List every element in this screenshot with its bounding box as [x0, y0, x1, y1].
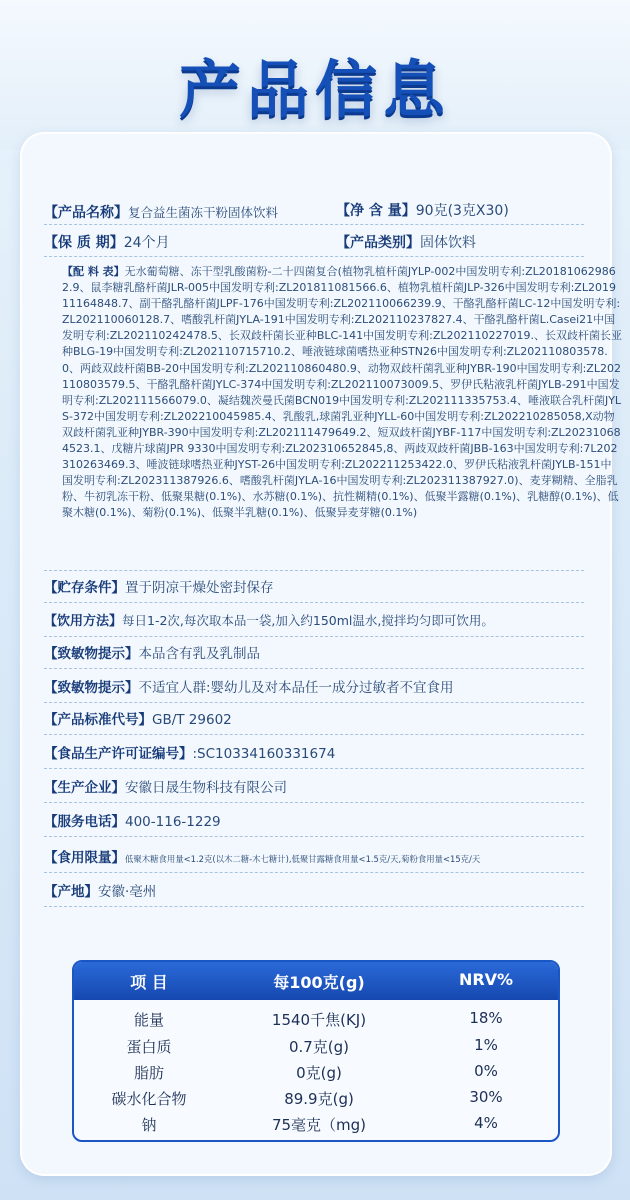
category-value: 固体饮料 [420, 235, 476, 251]
detail-value: 安徽日晟生物科技有限公司 [125, 780, 287, 796]
table-cell: 1% [474, 1036, 498, 1054]
table-cell: 18% [469, 1009, 503, 1027]
table-cell: 1540千焦(KJ) [271, 1011, 367, 1029]
table-cell: 4% [474, 1114, 498, 1132]
divider [44, 224, 584, 225]
table-cell: 钠 [141, 1116, 157, 1134]
detail-label: 【致敏物提示】 [44, 646, 139, 662]
detail-label: 【产品标准代号】 [44, 712, 152, 728]
category-label: 【产品类别】 [336, 235, 420, 251]
detail-value: 置于阴凉干燥处密封保存 [125, 580, 274, 596]
manufacturer-row [44, 776, 287, 796]
table-cell: 30% [469, 1088, 503, 1106]
allergen-row [44, 642, 260, 662]
ingredients-label: 【配 料 表】 [62, 265, 125, 278]
table-cell: 碳水化合物 [111, 1090, 187, 1108]
divider [44, 256, 584, 257]
detail-value: 每日1-2次,每次取本品一袋,加入约150ml温水,搅拌均匀即可饮用。 [122, 613, 494, 628]
nutrition-table [72, 960, 560, 1142]
product-name-label: 【产品名称】 [44, 205, 128, 221]
product-name-row [44, 202, 278, 222]
service-phone-row [44, 810, 221, 830]
net-content-value: 90克(3克X30) [415, 203, 509, 219]
net-content-row [336, 200, 509, 220]
detail-value: :SC10334160331674 [192, 746, 336, 762]
divider [44, 872, 584, 873]
product-name-value: 复合益生菌冻干粉固体饮料 [128, 205, 279, 220]
table-cell: 75毫克（mg) [271, 1116, 367, 1134]
table-cell: 蛋白质 [126, 1038, 172, 1056]
header-item: 项 目 [130, 973, 168, 992]
header-nrv: NRV% [458, 970, 514, 989]
divider [44, 602, 584, 603]
intake-limit-row [44, 846, 480, 866]
page-title: 产品信息 [178, 53, 451, 126]
table-cell: 0克(g) [296, 1064, 342, 1082]
storage-row [44, 576, 274, 596]
ingredients-text: 无水葡萄糖、冻干型乳酸菌粉-二十四菌复合(植物乳植杆菌JYLP-002中国发明专利:ZL201810629862.9、鼠李糖乳酪杆菌JLR-005中国发明专利:ZL201811081566.6、植物乳植杆菌JLP-326中国发明专利:ZL201911164848.7、副干酪乳酪杆菌JLPF-176中国发明专利:ZL202110066239.9、干酪乳酪杆菌LC-12中国发明专利:ZL202110060128.7、嗜酸乳杆菌JYLA-191中国发明专利:ZL202110237827.4、干酪乳酪杆菌L.Casei21中国发明专利:ZL202110242478.5、长双歧杆菌长亚种BLC-141中国发明专利:ZL202110227019.、长双歧杆菌长亚种BLG-19中国发明专利:ZL202110715710.2、唾液链球菌嗜热亚种STN26中国发明专利:ZL202110803578.0、两歧双歧杆菌BB-20中国发明专利:ZL202110860480.9、动物双歧杆菌乳亚种JYBR-190中国发明专利:ZL202110803579.5、干酪乳酪杆菌JYLC-374中国发明专利:ZL202110073009.5、罗伊氏粘液乳杆菌JYLB-291中国发明专利:ZL202111566079.0、凝结魏茨曼氏菌BCN019中国发明专利:ZL202111335753.4、唾液联合乳杆菌JYLS-372中国发明专利:ZL202210045985.4、乳酸乳,球菌乳亚种JYLL-60中国发明专利:ZL202210285058,X动物双歧杆菌乳亚种JYBR-390中国发明专利:ZL202111479649.2、短双歧杆菌JYBF-117中国发明专利:ZL202310684523.1、戊糖片球菌JPR 9330中国发明专利:ZL202310652845,8、两歧双歧杆菌JBB-163中国发明专利:7L202310263469.3、唾波链球嗜热亚种JYST-26中国发明专利:ZL202211253422.0、罗伊氏粘液乳杆菌JYLB-151中国发明专利:ZL202311387926.6、嗜酸乳杆菌JYLA-16中国发明专利:ZL202311387927.0)、麦芽糊精、全脂乳粉、牛初乳冻干粉、低聚果糖(0.1%)、水苏糖(0.1%)、抗性糊精(0.1%)、低聚半露糖(0.1%)、乳糖醇(0.1%)、低聚木糖(0.1%)、菊粉(0.1%)、低聚半乳糖(0.1%)、低聚异麦芽糖(0.1%) [62, 265, 622, 520]
detail-label: 【饮用方法】 [44, 614, 123, 629]
table-cell: 0.7克(g) [288, 1038, 350, 1056]
detail-value: 不适宜人群:婴幼儿及对本品任一成分过敏者不宜食用 [138, 680, 454, 696]
divider [44, 802, 584, 803]
detail-value: 400-116-1229 [125, 814, 221, 830]
shelf-life-row [44, 232, 170, 252]
net-content-label: 【净 含 量】 [336, 203, 416, 219]
divider [44, 906, 584, 907]
header-per-100g: 每100克(g) [273, 973, 365, 992]
detail-label: 【产地】 [44, 884, 98, 900]
divider [44, 570, 584, 571]
detail-label: 【贮存条件】 [44, 580, 125, 596]
detail-label: 【服务电话】 [44, 814, 125, 830]
divider [44, 668, 584, 669]
table-cell: 89.9克(g) [284, 1090, 354, 1108]
table-cell: 能量 [133, 1011, 164, 1029]
detail-value: 本品含有乳及乳制品 [138, 646, 260, 662]
standard-row [44, 708, 232, 728]
table-cell: 脂肪 [133, 1064, 164, 1082]
shelf-life-value: 24个月 [123, 235, 170, 251]
detail-label: 【致敏物提示】 [44, 680, 139, 696]
detail-label: 【食品生产许可证编号】 [44, 746, 193, 762]
shelf-life-label: 【保 质 期】 [44, 235, 124, 251]
detail-value: GB/T 29602 [152, 712, 232, 728]
divider [44, 836, 584, 837]
table-cell: 0% [474, 1062, 498, 1080]
divider [44, 734, 584, 735]
detail-label: 【食用限量】 [44, 850, 125, 866]
detail-value: 低聚木糖食用量<1.2克(以木二糖-木七糖计),低聚甘露糖食用量<1.5克/天,菊粉食用量<15克/天 [125, 854, 481, 864]
divider [44, 702, 584, 703]
license-row [44, 742, 335, 762]
category-row [336, 232, 476, 252]
unsuitable-row [44, 676, 454, 696]
origin-row [44, 880, 156, 900]
divider [44, 768, 584, 769]
detail-label: 【生产企业】 [44, 780, 125, 796]
detail-value: 安徽·亳州 [98, 884, 157, 900]
divider [44, 636, 584, 637]
ingredients-block [62, 264, 622, 554]
usage-row [44, 610, 494, 629]
